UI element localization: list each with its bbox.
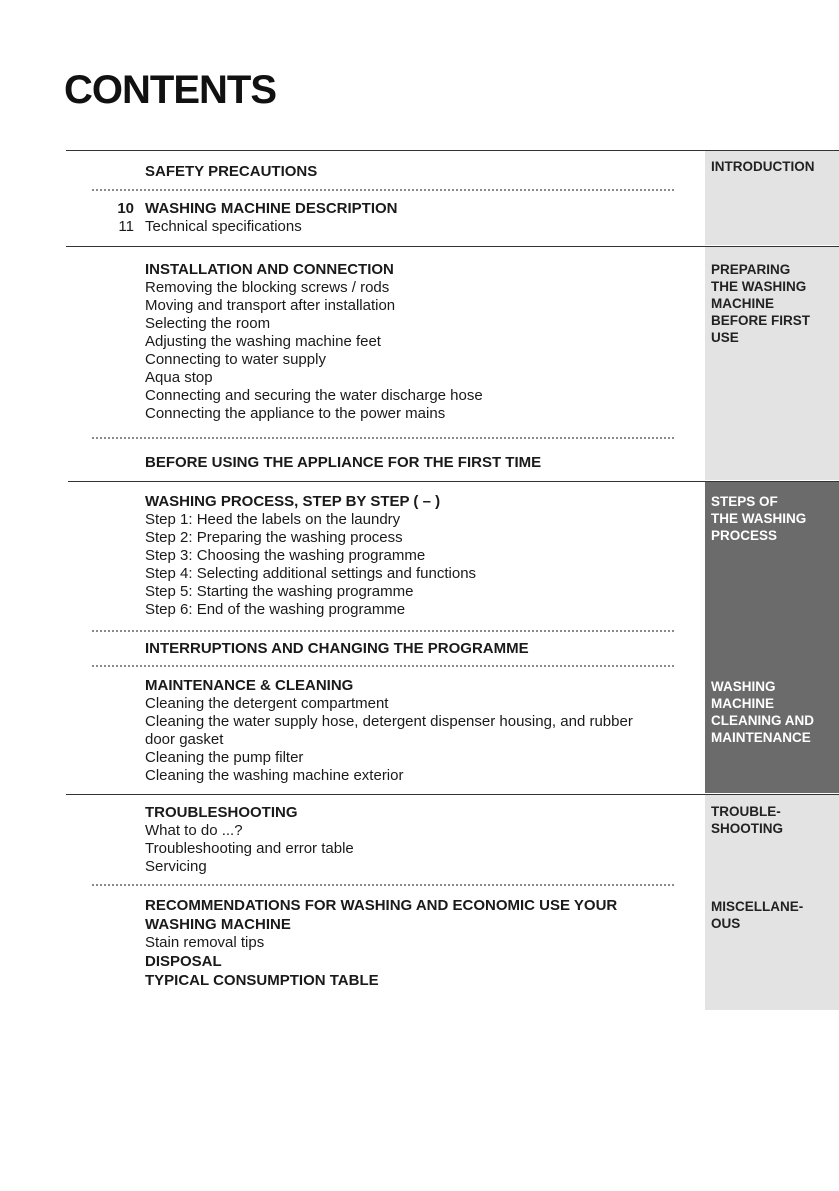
- toc-interruptions[interactable]: INTERRUPTIONS AND CHANGING THE PROGRAMME: [145, 640, 529, 657]
- toc-maintenance-heading[interactable]: MAINTENANCE & CLEANING: [145, 677, 354, 694]
- page-number: 10: [117, 200, 134, 217]
- section-divider: [66, 246, 839, 247]
- toc-recommendations-heading-cont[interactable]: WASHING MACHINE: [145, 916, 291, 933]
- sidebar-label-steps: STEPS OF THE WASHING PROCESS: [711, 494, 807, 543]
- dotted-separator: [92, 630, 674, 632]
- toc-troubleshooting-heading[interactable]: TROUBLESHOOTING: [145, 804, 298, 821]
- sidebar-label-troubleshooting: TROUBLE- SHOOTING: [711, 804, 784, 836]
- toc-item[interactable]: Cleaning the water supply hose, detergent dispenser housing, and rubber: [145, 713, 633, 730]
- dotted-separator: [92, 884, 674, 886]
- toc-stain-removal[interactable]: Stain removal tips: [145, 934, 265, 951]
- toc-item[interactable]: Cleaning the pump filter: [145, 749, 304, 766]
- toc-item[interactable]: Step 5: Starting the washing programme: [145, 583, 414, 600]
- dotted-separator: [92, 437, 674, 439]
- toc-item[interactable]: Step 2: Preparing the washing process: [145, 529, 403, 546]
- toc-item[interactable]: Adjusting the washing machine feet: [145, 333, 381, 350]
- toc-item[interactable]: Moving and transport after installation: [145, 297, 396, 314]
- toc-item[interactable]: Selecting the room: [145, 315, 271, 332]
- toc-item[interactable]: Removing the blocking screws / rods: [145, 279, 390, 296]
- toc-before-first-use[interactable]: BEFORE USING THE APPLIANCE FOR THE FIRST TIME: [145, 454, 542, 471]
- toc-disposal[interactable]: DISPOSAL: [145, 953, 222, 970]
- toc-item[interactable]: door gasket: [145, 731, 224, 748]
- dotted-separator: [92, 189, 674, 191]
- toc-technical-specifications[interactable]: Technical specifications: [145, 218, 302, 235]
- section-divider: [66, 150, 839, 151]
- toc-item[interactable]: Troubleshooting and error table: [145, 840, 354, 857]
- toc-machine-description[interactable]: WASHING MACHINE DESCRIPTION: [145, 200, 398, 217]
- section-divider: [66, 794, 839, 795]
- toc-item[interactable]: Step 6: End of the washing programme: [145, 601, 406, 618]
- page-title: CONTENTS: [64, 68, 276, 112]
- toc-item[interactable]: Cleaning the washing machine exterior: [145, 767, 404, 784]
- toc-item[interactable]: Connecting and securing the water discharge hose: [145, 387, 483, 404]
- toc-washing-process-heading[interactable]: WASHING PROCESS, STEP BY STEP ( – ): [145, 493, 441, 510]
- toc-item[interactable]: Step 1: Heed the labels on the laundry: [145, 511, 401, 528]
- toc-item[interactable]: Connecting to water supply: [145, 351, 326, 368]
- toc-recommendations-heading[interactable]: RECOMMENDATIONS FOR WASHING AND ECONOMIC USE YOUR: [145, 897, 618, 914]
- sidebar-label-preparing: PREPARING THE WASHING MACHINE BEFORE FIRST USE: [711, 262, 811, 345]
- sidebar-label-misc: MISCELLANE- OUS: [711, 899, 804, 931]
- section-divider: [68, 481, 839, 482]
- toc-consumption-table[interactable]: TYPICAL CONSUMPTION TABLE: [145, 972, 379, 989]
- page-number: 11: [118, 218, 134, 235]
- dotted-separator: [92, 665, 674, 667]
- toc-item[interactable]: Step 3: Choosing the washing programme: [145, 547, 426, 564]
- toc-item[interactable]: Connecting the appliance to the power mains: [145, 405, 446, 422]
- toc-safety-precautions[interactable]: SAFETY PRECAUTIONS: [145, 163, 318, 180]
- sidebar-label-introduction: INTRODUCTION: [711, 159, 815, 174]
- sidebar-label-maintenance: WASHING MACHINE CLEANING AND MAINTENANCE: [711, 679, 814, 745]
- toc-item[interactable]: Cleaning the detergent compartment: [145, 695, 389, 712]
- toc-item[interactable]: Aqua stop: [145, 369, 213, 386]
- toc-item[interactable]: Servicing: [145, 858, 207, 875]
- toc-item[interactable]: What to do ...?: [145, 822, 243, 839]
- toc-installation-heading[interactable]: INSTALLATION AND CONNECTION: [145, 261, 394, 278]
- toc-item[interactable]: Step 4: Selecting additional settings and functions: [145, 565, 477, 582]
